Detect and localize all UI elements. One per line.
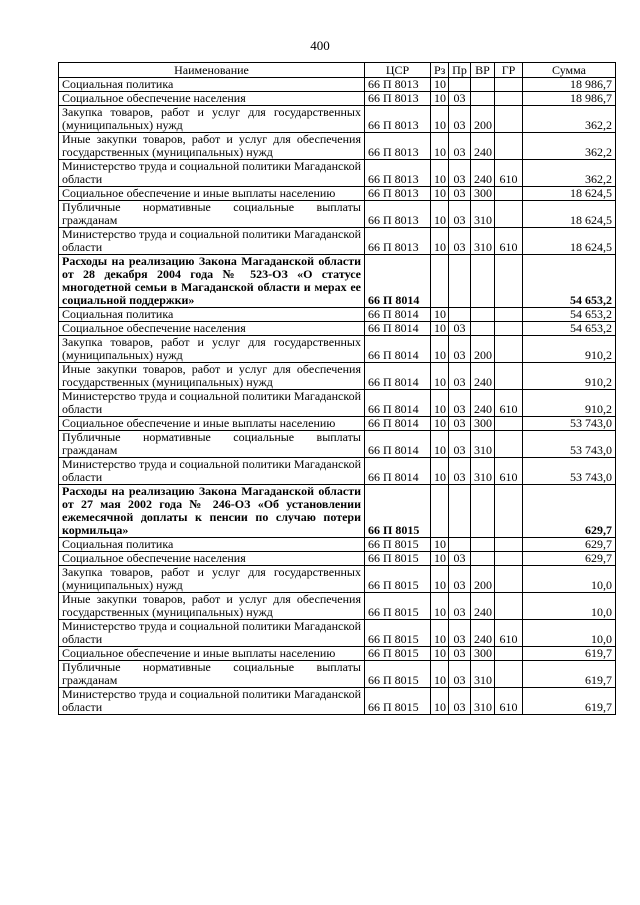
cell-pr: 03 [449,688,471,715]
cell-pr: 03 [449,552,471,566]
col-header-gr: ГР [495,63,523,78]
table-row [59,458,616,485]
cell-vr [471,552,495,566]
cell-pr: 03 [449,620,471,647]
table-row [59,390,616,417]
cell-pr: 03 [449,187,471,201]
cell-name: Министерство труда и социальной политики Магаданской области [59,228,365,255]
table-row [59,322,616,336]
cell-sum: 54 653,2 [523,255,616,308]
cell-gr [495,201,523,228]
col-header-vr: ВР [471,63,495,78]
cell-vr: 300 [471,187,495,201]
table-row [59,431,616,458]
cell-sum: 18 986,7 [523,78,616,92]
table-row [59,160,616,187]
cell-rz: 10 [431,458,449,485]
cell-rz: 10 [431,106,449,133]
cell-vr: 300 [471,417,495,431]
cell-sum: 362,2 [523,160,616,187]
cell-sum: 10,0 [523,593,616,620]
cell-rz: 10 [431,336,449,363]
cell-pr: 03 [449,160,471,187]
page-number: 400 [310,38,330,53]
cell-rz: 10 [431,363,449,390]
cell-vr [471,485,495,538]
cell-name: Социальная политика [59,538,365,552]
cell-csr: 66 П 8015 [365,688,431,715]
cell-csr: 66 П 8014 [365,390,431,417]
cell-vr: 300 [471,647,495,661]
cell-gr [495,322,523,336]
cell-gr [495,485,523,538]
table-row [59,201,616,228]
cell-name: Министерство труда и социальной политики Магаданской области [59,620,365,647]
cell-pr [449,78,471,92]
cell-name: Министерство труда и социальной политики Магаданской области [59,688,365,715]
cell-rz: 10 [431,688,449,715]
cell-csr: 66 П 8014 [365,336,431,363]
cell-csr: 66 П 8015 [365,538,431,552]
cell-vr: 310 [471,431,495,458]
cell-csr: 66 П 8014 [365,417,431,431]
table-row [59,78,616,92]
col-header-name: Наименование [59,63,365,78]
cell-vr: 240 [471,593,495,620]
cell-rz: 10 [431,78,449,92]
cell-gr [495,431,523,458]
cell-name: Расходы на реализацию Закона Магаданской области от 28 декабря 2004 года № 523-ОЗ «О статусе многодетной семьи в Магаданской области и мерах ее социальной поддержки» [59,255,365,308]
table-row [59,417,616,431]
cell-csr: 66 П 8015 [365,552,431,566]
cell-gr: 610 [495,228,523,255]
cell-name: Социальное обеспечение и иные выплаты населению [59,187,365,201]
cell-rz: 10 [431,201,449,228]
cell-rz: 10 [431,390,449,417]
cell-vr: 240 [471,363,495,390]
cell-pr: 03 [449,647,471,661]
table-row [59,593,616,620]
cell-rz [431,485,449,538]
cell-name: Публичные нормативные социальные выплаты гражданам [59,431,365,458]
cell-vr: 200 [471,566,495,593]
cell-csr: 66 П 8015 [365,661,431,688]
cell-csr: 66 П 8014 [365,458,431,485]
cell-vr: 310 [471,201,495,228]
cell-rz: 10 [431,160,449,187]
cell-vr: 200 [471,106,495,133]
cell-name: Публичные нормативные социальные выплаты гражданам [59,661,365,688]
col-header-csr: ЦСР [365,63,431,78]
table-row [59,92,616,106]
table-row [59,661,616,688]
cell-pr [449,308,471,322]
cell-sum: 619,7 [523,661,616,688]
cell-csr: 66 П 8013 [365,92,431,106]
cell-rz: 10 [431,187,449,201]
cell-pr: 03 [449,390,471,417]
cell-pr: 03 [449,431,471,458]
table-row [59,566,616,593]
cell-vr: 310 [471,688,495,715]
cell-pr: 03 [449,566,471,593]
table-row [59,647,616,661]
cell-name: Министерство труда и социальной политики Магаданской области [59,390,365,417]
cell-gr [495,593,523,620]
cell-gr [495,92,523,106]
table-row [59,552,616,566]
cell-rz: 10 [431,322,449,336]
table-row [59,688,616,715]
cell-pr: 03 [449,593,471,620]
cell-csr: 66 П 8014 [365,322,431,336]
cell-gr [495,308,523,322]
cell-sum: 18 624,5 [523,201,616,228]
col-header-sum: Сумма [523,63,616,78]
cell-gr [495,336,523,363]
cell-pr [449,538,471,552]
cell-vr [471,308,495,322]
cell-vr: 200 [471,336,495,363]
cell-csr: 66 П 8013 [365,201,431,228]
cell-name: Социальное обеспечение населения [59,322,365,336]
budget-table [58,62,616,715]
cell-name: Социальное обеспечение населения [59,552,365,566]
table-row [59,363,616,390]
cell-csr: 66 П 8015 [365,593,431,620]
cell-pr: 03 [449,201,471,228]
cell-sum: 362,2 [523,133,616,160]
cell-vr: 240 [471,390,495,417]
cell-pr [449,485,471,538]
cell-sum: 910,2 [523,363,616,390]
cell-name: Расходы на реализацию Закона Магаданской области от 27 мая 2002 года № 246-ОЗ «Об установлении ежемесячной доплаты к пенсии по случаю потери кормильца» [59,485,365,538]
cell-rz: 10 [431,661,449,688]
cell-gr: 610 [495,160,523,187]
cell-csr: 66 П 8015 [365,647,431,661]
cell-pr [449,255,471,308]
cell-sum: 18 624,5 [523,187,616,201]
cell-pr: 03 [449,133,471,160]
cell-csr: 66 П 8015 [365,485,431,538]
cell-csr: 66 П 8014 [365,308,431,322]
cell-rz: 10 [431,647,449,661]
table-row [59,620,616,647]
cell-name: Социальная политика [59,308,365,322]
cell-rz: 10 [431,228,449,255]
cell-name: Иные закупки товаров, работ и услуг для обеспечения государственных (муниципальных) нужд [59,133,365,160]
cell-gr [495,78,523,92]
cell-pr: 03 [449,322,471,336]
cell-gr [495,363,523,390]
cell-pr: 03 [449,458,471,485]
table-row [59,133,616,160]
table-row [59,187,616,201]
cell-gr [495,187,523,201]
col-header-rz: Рз [431,63,449,78]
table-row [59,308,616,322]
cell-gr [495,417,523,431]
cell-csr: 66 П 8013 [365,187,431,201]
cell-vr [471,255,495,308]
cell-rz: 10 [431,308,449,322]
table-row [59,485,616,538]
cell-sum: 619,7 [523,688,616,715]
cell-name: Иные закупки товаров, работ и услуг для обеспечения государственных (муниципальных) нужд [59,593,365,620]
cell-name: Социальное обеспечение и иные выплаты населению [59,647,365,661]
table-row [59,336,616,363]
cell-name: Закупка товаров, работ и услуг для государственных (муниципальных) нужд [59,106,365,133]
cell-csr: 66 П 8013 [365,106,431,133]
cell-gr [495,133,523,160]
cell-name: Социальное обеспечение и иные выплаты населению [59,417,365,431]
cell-vr [471,92,495,106]
cell-gr [495,647,523,661]
cell-sum: 54 653,2 [523,322,616,336]
cell-gr [495,106,523,133]
table-row [59,255,616,308]
cell-rz [431,255,449,308]
cell-gr [495,566,523,593]
cell-gr: 610 [495,390,523,417]
cell-sum: 619,7 [523,647,616,661]
cell-pr: 03 [449,336,471,363]
cell-sum: 10,0 [523,620,616,647]
cell-name: Иные закупки товаров, работ и услуг для обеспечения государственных (муниципальных) нужд [59,363,365,390]
cell-sum: 18 986,7 [523,92,616,106]
cell-sum: 362,2 [523,106,616,133]
cell-pr: 03 [449,106,471,133]
cell-csr: 66 П 8015 [365,620,431,647]
cell-csr: 66 П 8014 [365,431,431,458]
col-header-pr: Пр [449,63,471,78]
cell-sum: 629,7 [523,538,616,552]
cell-sum: 629,7 [523,485,616,538]
cell-name: Социальное обеспечение населения [59,92,365,106]
cell-vr: 310 [471,661,495,688]
cell-sum: 53 743,0 [523,417,616,431]
cell-name: Закупка товаров, работ и услуг для государственных (муниципальных) нужд [59,566,365,593]
cell-csr: 66 П 8013 [365,228,431,255]
cell-name: Публичные нормативные социальные выплаты гражданам [59,201,365,228]
cell-name: Социальная политика [59,78,365,92]
cell-csr: 66 П 8013 [365,133,431,160]
cell-rz: 10 [431,431,449,458]
cell-rz: 10 [431,566,449,593]
cell-sum: 910,2 [523,336,616,363]
cell-sum: 10,0 [523,566,616,593]
cell-csr: 66 П 8014 [365,363,431,390]
cell-pr: 03 [449,417,471,431]
cell-pr: 03 [449,92,471,106]
cell-rz: 10 [431,620,449,647]
cell-sum: 910,2 [523,390,616,417]
cell-csr: 66 П 8013 [365,160,431,187]
cell-vr [471,538,495,552]
cell-rz: 10 [431,552,449,566]
cell-sum: 54 653,2 [523,308,616,322]
cell-rz: 10 [431,92,449,106]
cell-gr: 610 [495,458,523,485]
cell-vr: 310 [471,458,495,485]
table-row [59,106,616,133]
table-row [59,538,616,552]
cell-rz: 10 [431,133,449,160]
cell-gr [495,552,523,566]
cell-name: Министерство труда и социальной политики Магаданской области [59,458,365,485]
cell-rz: 10 [431,417,449,431]
cell-csr: 66 П 8015 [365,566,431,593]
cell-pr: 03 [449,363,471,390]
cell-gr [495,661,523,688]
cell-rz: 10 [431,538,449,552]
cell-vr [471,78,495,92]
cell-gr [495,255,523,308]
cell-sum: 629,7 [523,552,616,566]
cell-vr [471,322,495,336]
cell-sum: 18 624,5 [523,228,616,255]
cell-csr: 66 П 8013 [365,78,431,92]
cell-vr: 240 [471,160,495,187]
cell-gr: 610 [495,688,523,715]
cell-vr: 310 [471,228,495,255]
cell-vr: 240 [471,133,495,160]
cell-sum: 53 743,0 [523,431,616,458]
cell-pr: 03 [449,228,471,255]
table-row [59,228,616,255]
cell-name: Закупка товаров, работ и услуг для государственных (муниципальных) нужд [59,336,365,363]
table-body [59,78,616,715]
cell-sum: 53 743,0 [523,458,616,485]
table-header-row [59,63,616,78]
cell-csr: 66 П 8014 [365,255,431,308]
cell-gr [495,538,523,552]
cell-gr: 610 [495,620,523,647]
cell-vr: 240 [471,620,495,647]
cell-pr: 03 [449,661,471,688]
cell-name: Министерство труда и социальной политики Магаданской области [59,160,365,187]
cell-rz: 10 [431,593,449,620]
